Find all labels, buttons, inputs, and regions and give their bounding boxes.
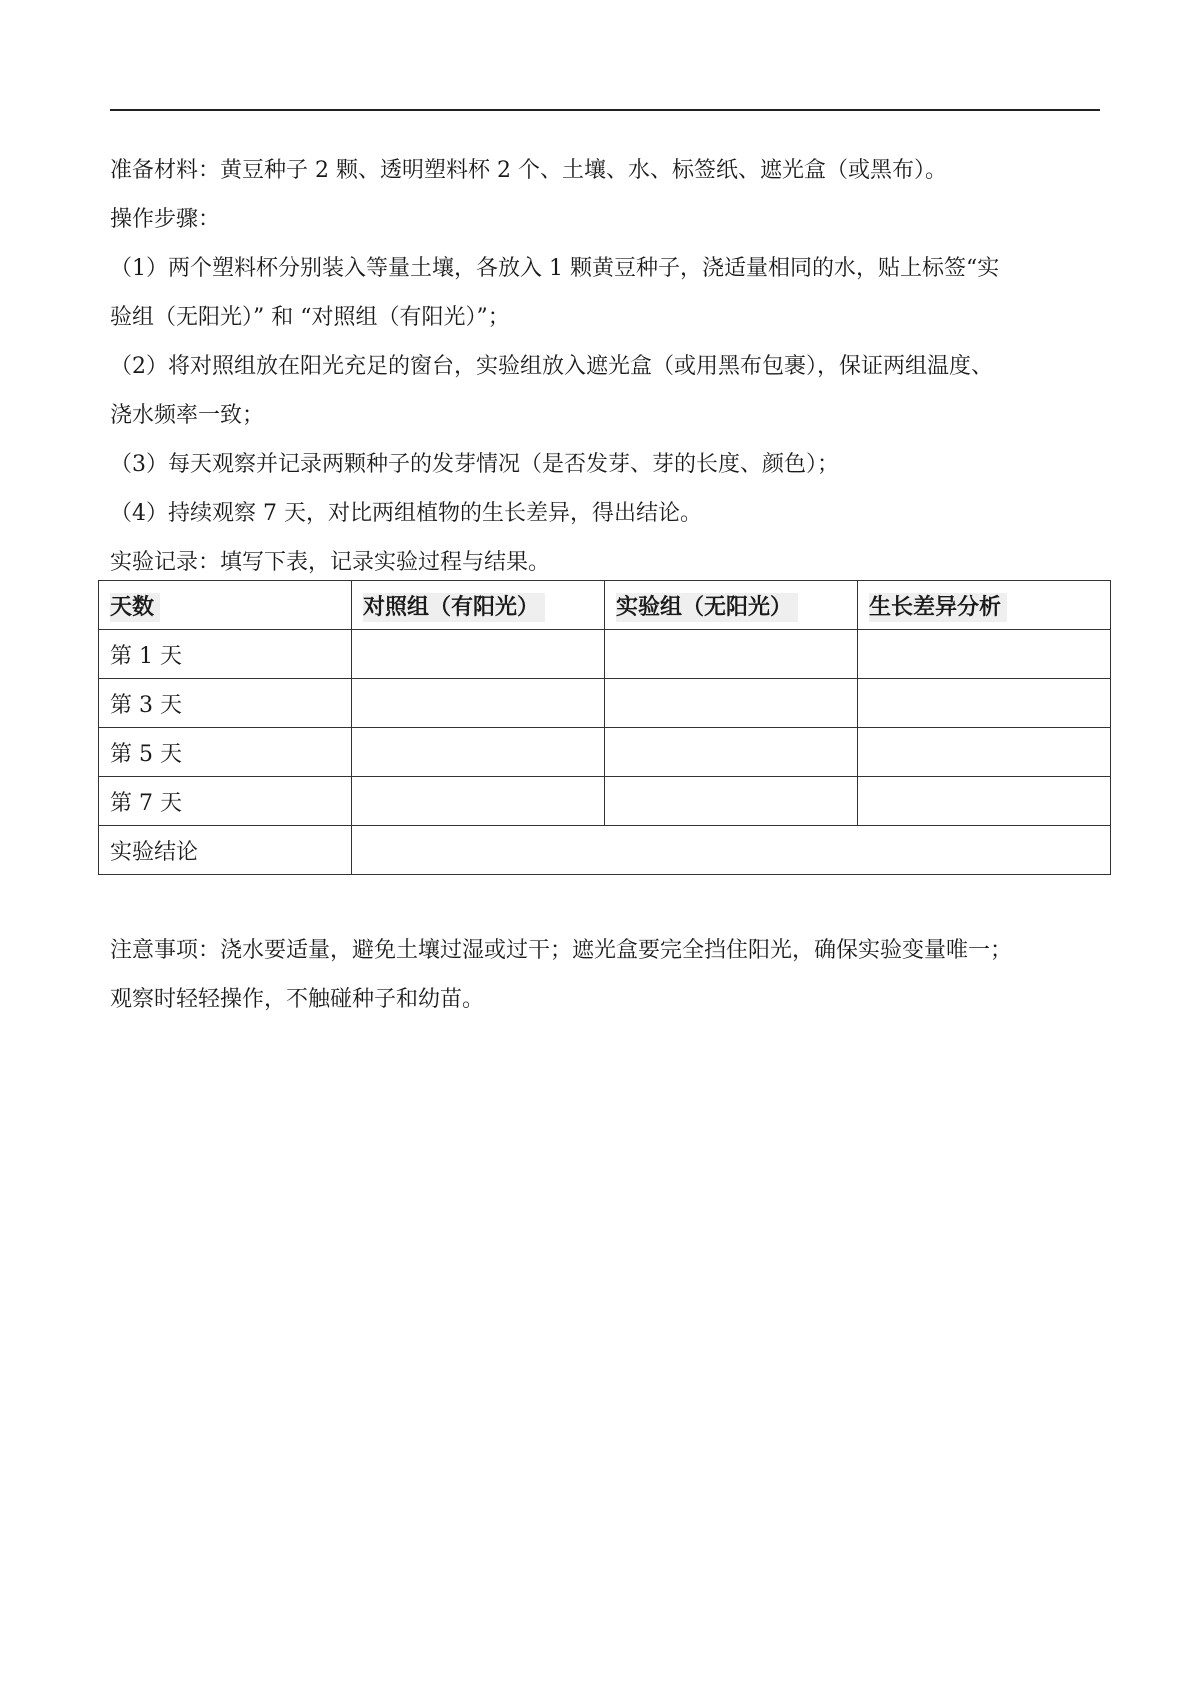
header-cell-control: [352, 581, 605, 630]
conclusion-cell[interactable]: [352, 826, 1111, 875]
step-line: （3）每天观察并记录两颗种子的发芽情况（是否发芽、芽的长度、颜色）；: [110, 452, 839, 477]
fill-cell[interactable]: [352, 728, 605, 777]
row-label: 第 1 天: [99, 630, 352, 679]
step-line: 验组（无阳光）” 和 “对照组（有阳光）”；: [110, 305, 510, 330]
header-cell-days: [99, 581, 352, 630]
fill-cell[interactable]: [605, 630, 858, 679]
table-row: [99, 679, 1111, 728]
step-item: [110, 440, 1100, 489]
conclusion-label: 实验结论: [99, 826, 352, 875]
header-label: 生长差异分析: [869, 593, 1007, 622]
fill-cell[interactable]: [605, 728, 858, 777]
notes-line: 注意事项：浇水要适量，避免土壤过湿或过干；遮光盒要完全挡住阳光，确保实验变量唯一；: [110, 938, 1013, 963]
step-item: [110, 489, 1100, 538]
conclusion-row: [99, 826, 1111, 875]
row-label: 第 5 天: [99, 728, 352, 777]
header-cell-analysis: [858, 581, 1111, 630]
steps-heading: 操作步骤：: [110, 207, 221, 232]
header-label: 天数: [110, 593, 160, 622]
materials-line: 准备材料：黄豆种子 2 颗、透明塑料杯 2 个、土壤、水、标签纸、遮光盒（或黑布）。: [110, 158, 947, 183]
table-row: [99, 630, 1111, 679]
table-header-row: [99, 581, 1111, 630]
notes-section: [110, 926, 1100, 1024]
fill-cell[interactable]: [858, 728, 1111, 777]
step-line: （2）将对照组放在阳光充足的窗台，实验组放入遮光盒（或用黑布包裹），保证两组温度、: [110, 354, 994, 379]
notes-line: 观察时轻轻操作，不触碰种子和幼苗。: [110, 987, 485, 1012]
step-line: （4）持续观察 7 天，对比两组植物的生长差异，得出结论。: [110, 501, 702, 526]
header-cell-experiment: [605, 581, 858, 630]
step-line: 浇水频率一致；: [110, 403, 265, 428]
fill-cell[interactable]: [352, 630, 605, 679]
fill-cell[interactable]: [858, 679, 1111, 728]
step-item: [110, 244, 1100, 342]
row-label: 第 3 天: [99, 679, 352, 728]
record-intro: 实验记录：填写下表，记录实验过程与结果。: [110, 550, 551, 575]
row-label: 第 7 天: [99, 777, 352, 826]
fill-cell[interactable]: [352, 679, 605, 728]
fill-cell[interactable]: [605, 777, 858, 826]
step-item: [110, 342, 1100, 440]
table-row: [99, 728, 1111, 777]
fill-cell[interactable]: [352, 777, 605, 826]
worksheet-body: [110, 146, 1100, 587]
header-label: 对照组（有阳光）: [363, 593, 545, 622]
fill-cell[interactable]: [605, 679, 858, 728]
record-table: [98, 580, 1111, 875]
table-row: [99, 777, 1111, 826]
fill-cell[interactable]: [858, 777, 1111, 826]
header-rule: [110, 109, 1100, 111]
step-line: （1）两个塑料杯分别装入等量土壤，各放入 1 颗黄豆种子，浇适量相同的水，贴上标签“实: [110, 256, 1000, 281]
header-label: 实验组（无阳光）: [616, 593, 798, 622]
fill-cell[interactable]: [858, 630, 1111, 679]
